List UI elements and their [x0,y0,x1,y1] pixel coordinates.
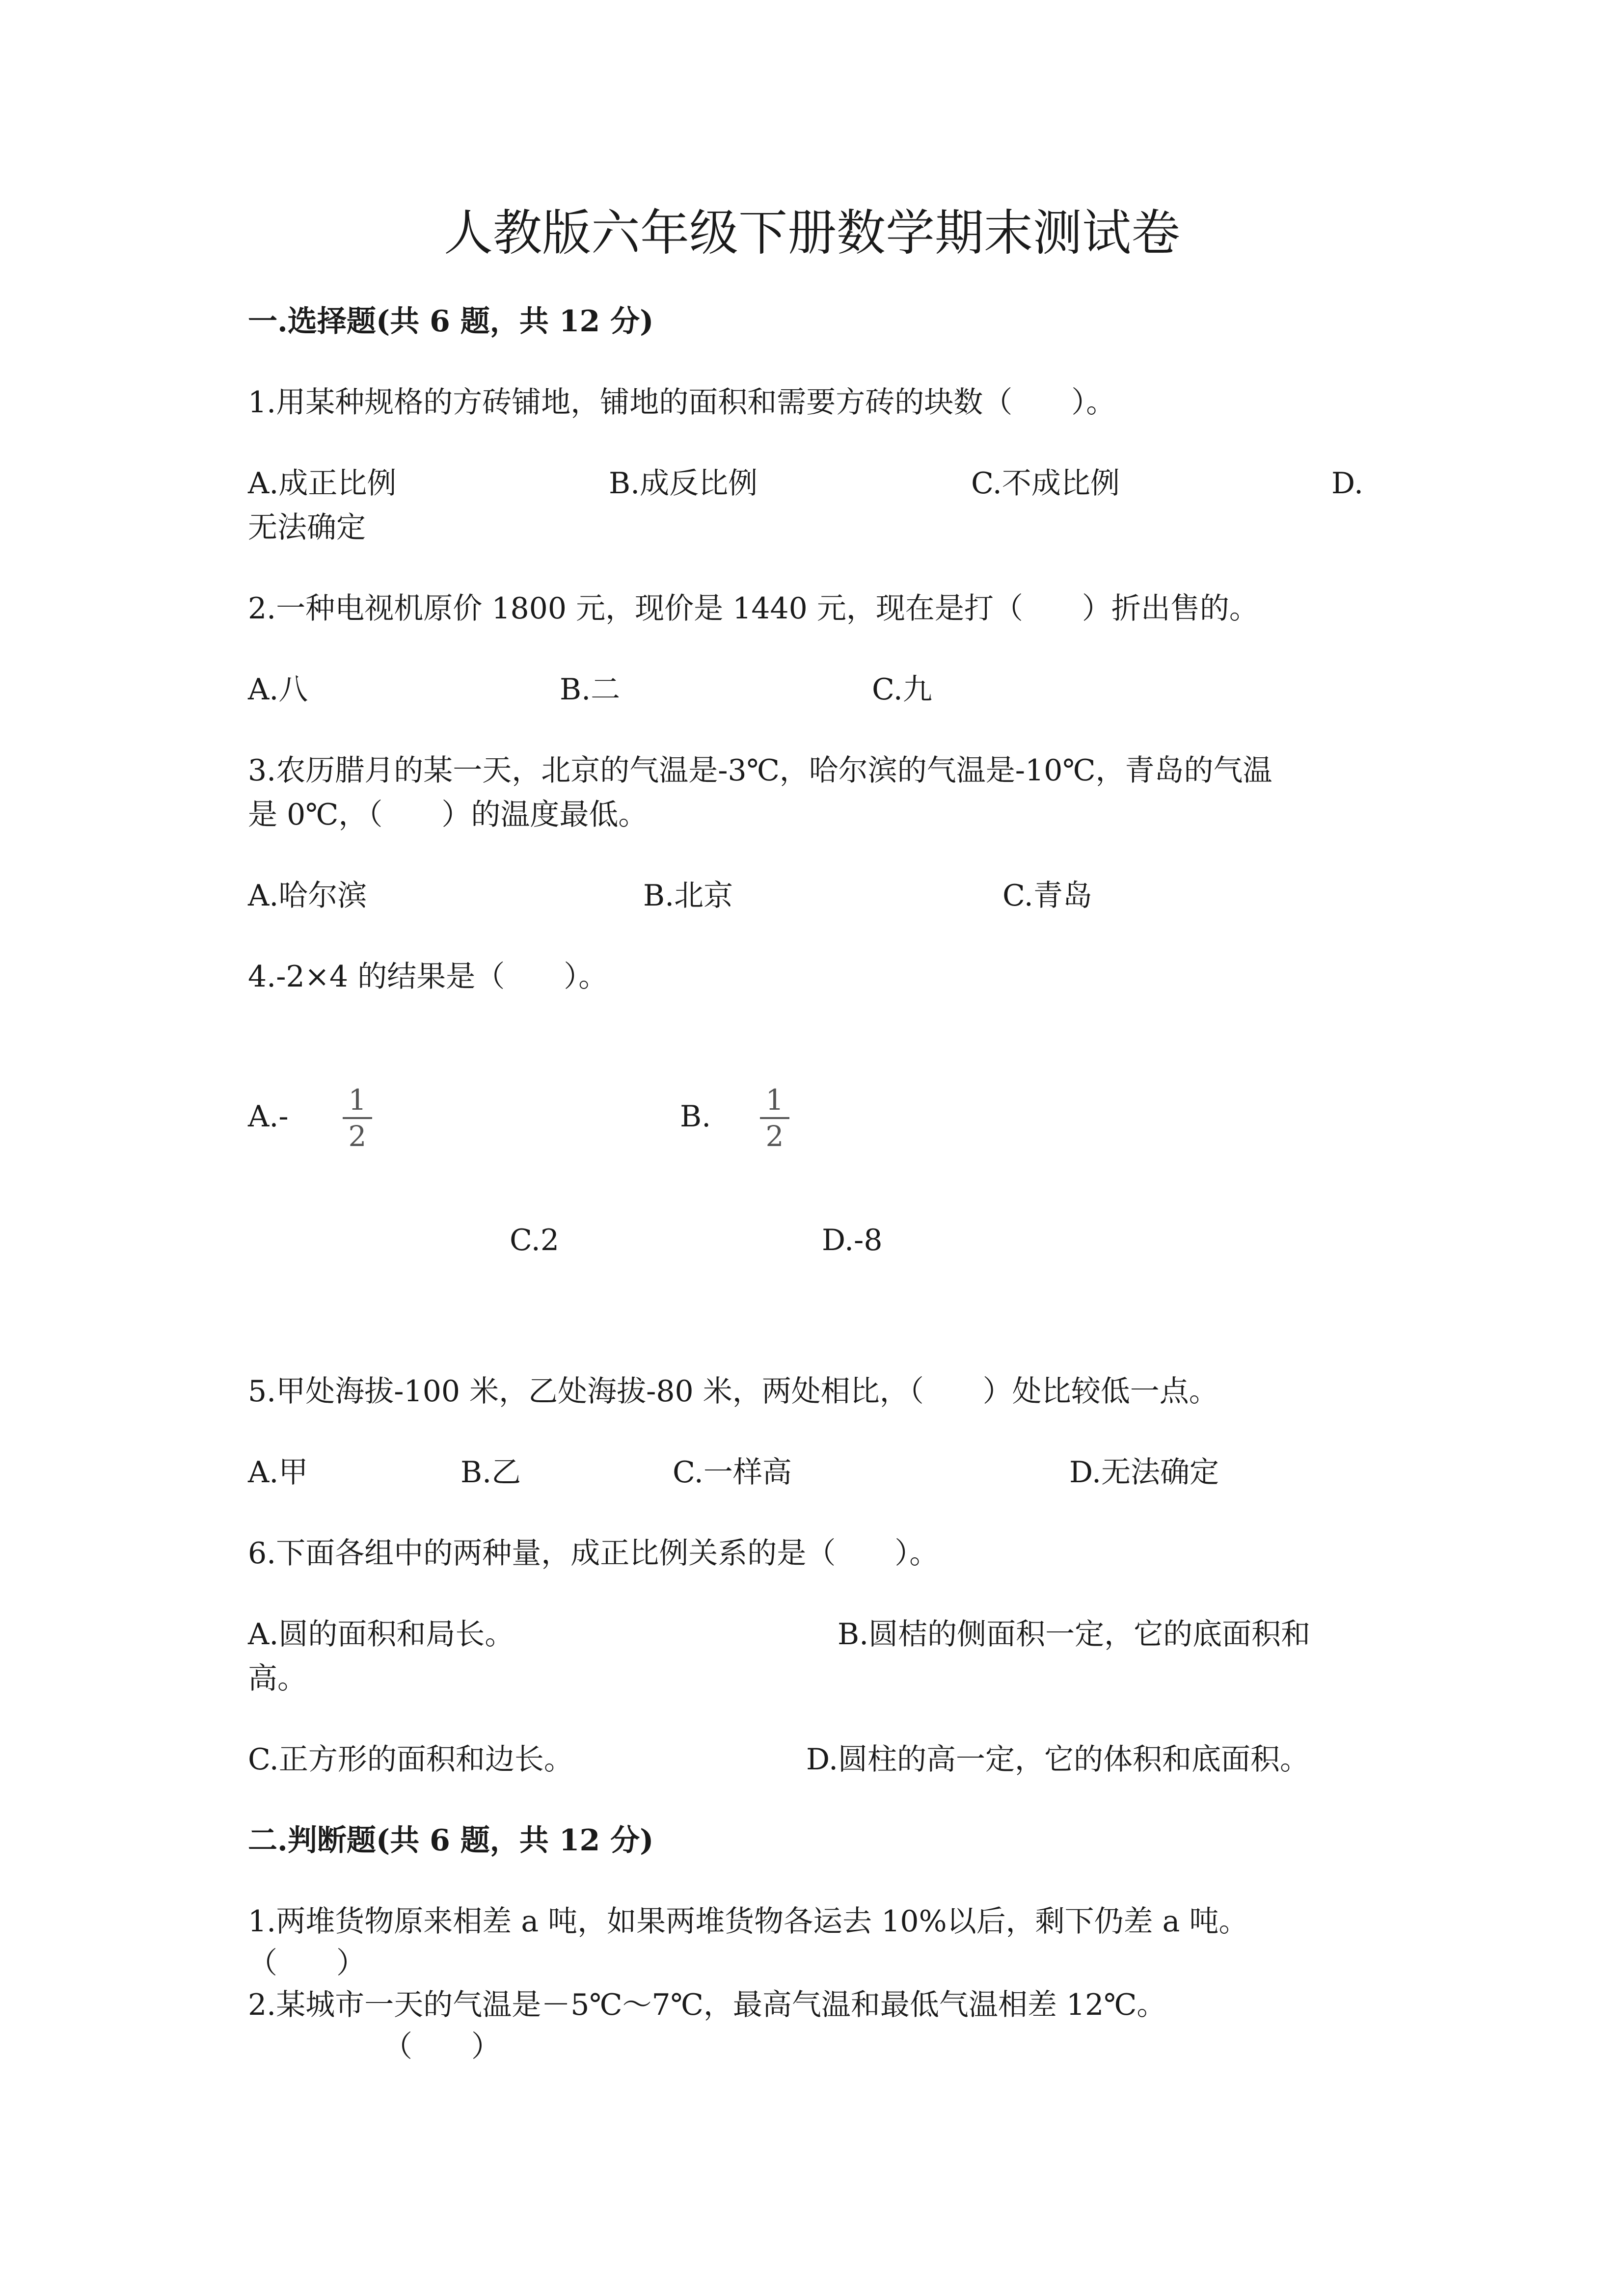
judge-answer-paren-2: （ ） [383,2029,501,2064]
option-5b: B.乙 [460,1455,521,1490]
judge-question-2: 2.某城市一天的气温是－5℃～7℃，最高气温和最低气温相差 12℃。 [248,1988,1166,2022]
question-1: 1.用某种规格的方砖铺地，铺地的面积和需要方砖的块数（ ）。 [248,385,1116,420]
option-4b-fraction [760,1085,789,1151]
option-6d: D.圆柱的高一定，它的体积和底面积。 [806,1742,1310,1777]
fraction-bar [760,1117,789,1119]
option-5d: D.无法确定 [1069,1455,1219,1490]
judge-answer-paren-1: （ ） [248,1946,366,1980]
fraction-denominator: 2 [765,1120,784,1153]
option-2a: A.八 [248,672,308,707]
option-5a: A.甲 [248,1455,308,1490]
option-1a: A.成正比例 [248,466,397,501]
option-2c: C.九 [872,672,932,707]
option-1d: D. [1331,466,1364,501]
question-4: 4.-2×4 的结果是（ ）。 [248,960,608,994]
question-3-line-1: 3.农历腊月的某一天，北京的气温是-3℃，哈尔滨的气温是-10℃，青岛的气温 [248,753,1272,788]
option-3c: C.青岛 [1002,879,1092,913]
page-title: 人教版六年级下册数学期末测试卷 [444,204,1180,262]
option-6b-continued: 高。 [248,1661,307,1696]
option-6b: B.圆桔的侧面积一定，它的底面积和 [838,1617,1311,1652]
fraction-bar [343,1117,372,1119]
option-1b: B.成反比例 [609,466,758,501]
option-4d: D.-8 [822,1223,883,1257]
fraction-numerator: 1 [348,1083,367,1117]
section-heading-choice: 一.选择题(共 6 题，共 12 分) [248,304,654,339]
option-3a: A.哈尔滨 [248,879,367,913]
fraction-denominator: 2 [348,1120,367,1153]
option-3b: B.北京 [643,879,733,913]
question-3-line-2: 是 0℃，（ ）的温度最低。 [248,798,648,832]
option-4c: C.2 [510,1223,560,1257]
judge-question-1: 1.两堆货物原来相差 a 吨，如果两堆货物各运去 10%以后，剩下仍差 a 吨。 [248,1904,1248,1939]
section-heading-judge: 二.判断题(共 6 题，共 12 分) [248,1823,654,1858]
question-5: 5.甲处海拔-100 米，乙处海拔-80 米，两处相比，（ ）处比较低一点。 [248,1374,1218,1409]
option-5c: C.一样高 [673,1455,792,1490]
option-4a: A.- [248,1099,289,1134]
option-4b: B. [680,1099,711,1134]
option-6c: C.正方形的面积和边长。 [248,1742,573,1777]
option-1d-continued: 无法确定 [248,510,366,545]
option-1c: C.不成比例 [971,466,1120,501]
option-2b: B.二 [560,672,621,707]
fraction-numerator: 1 [765,1083,784,1117]
question-2: 2.一种电视机原价 1800 元，现价是 1440 元，现在是打（ ）折出售的。 [248,591,1259,626]
option-4a-fraction [343,1085,372,1151]
option-6a: A.圆的面积和局长。 [248,1617,514,1652]
question-6: 6.下面各组中的两种量，成正比例关系的是（ ）。 [248,1536,939,1571]
